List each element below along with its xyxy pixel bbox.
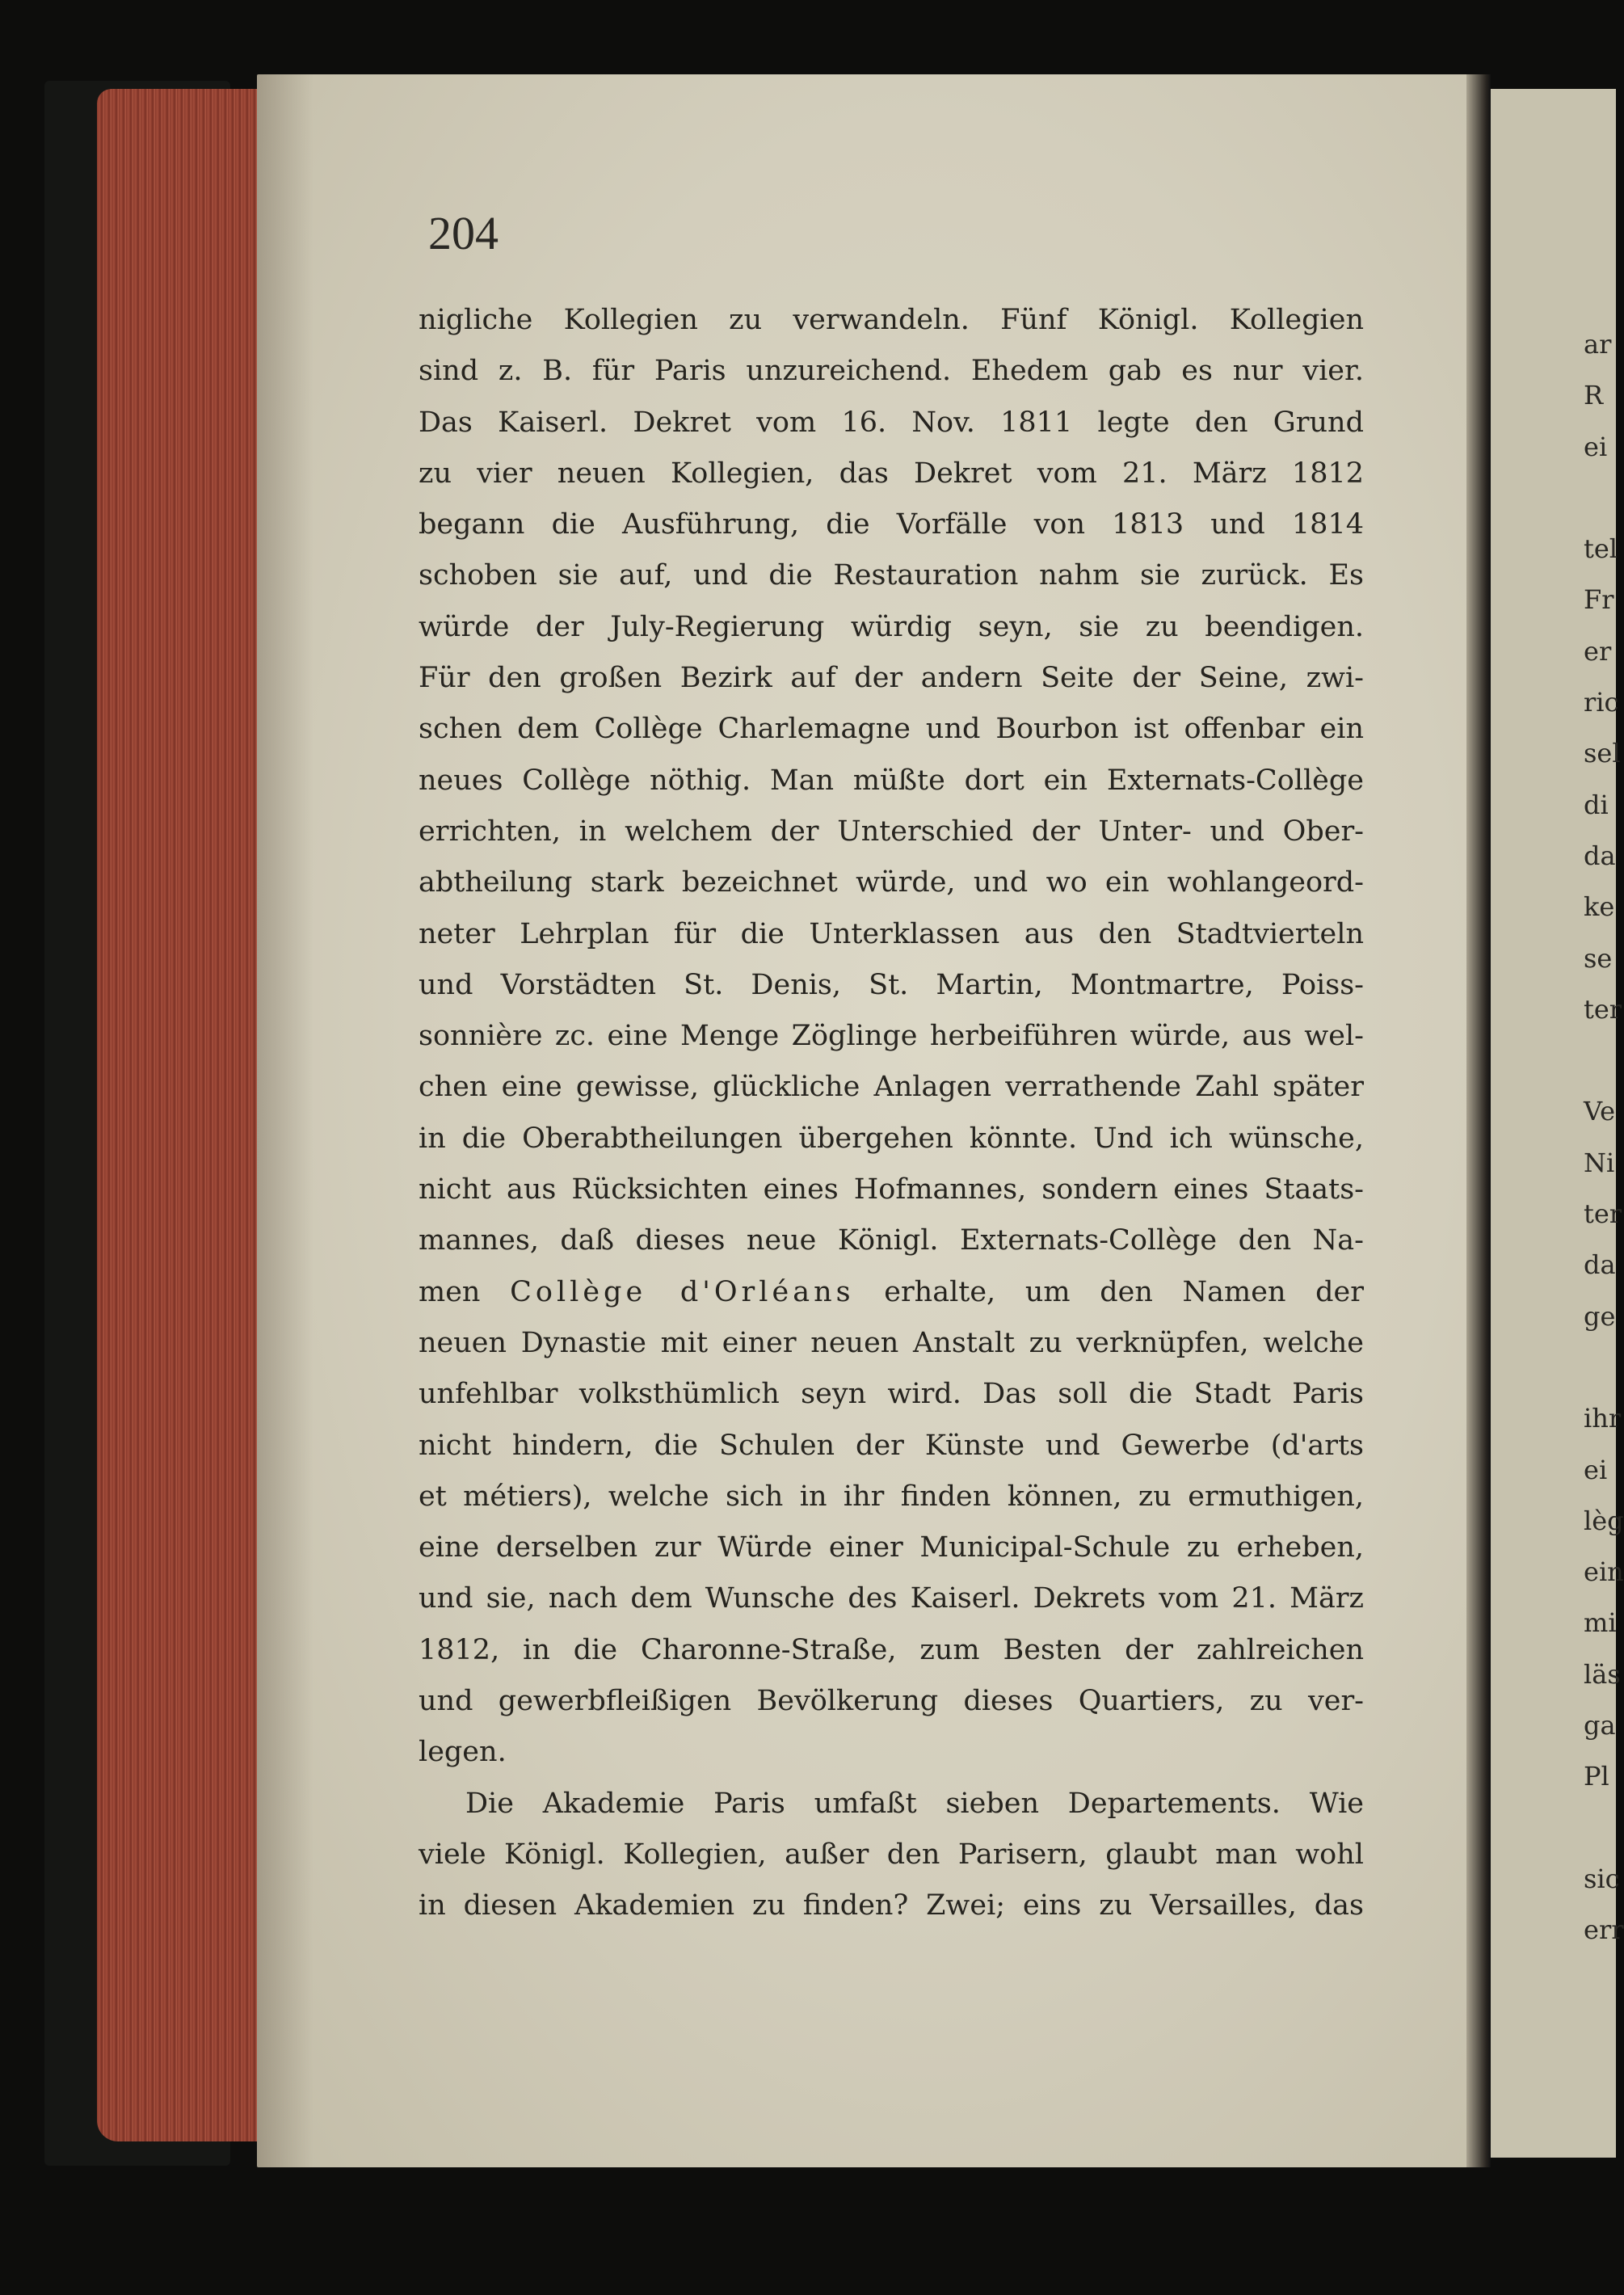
text-line: neues Collège nöthig. Man müßte dort ein Externats-Collège bbox=[419, 764, 1364, 797]
fragment: tel bbox=[1584, 533, 1618, 565]
fragment: di bbox=[1584, 789, 1609, 820]
fragment: Fr bbox=[1584, 584, 1614, 616]
fragment bbox=[1584, 1035, 1624, 1086]
fragment bbox=[1584, 1342, 1624, 1393]
fragment: R bbox=[1584, 380, 1604, 411]
fragment: ter bbox=[1584, 1198, 1622, 1230]
text-line: und Vorstädten St. Denis, St. Martin, Montmartre, Poiss- bbox=[419, 968, 1364, 1001]
fragment: sel bbox=[1584, 738, 1621, 769]
fragment: er bbox=[1584, 635, 1612, 667]
text-line: chen eine gewisse, glückliche Anlagen verrathende Zahl später bbox=[419, 1071, 1364, 1104]
text-line: nicht aus Rücksichten eines Hofmannes, sondern eines Staats- bbox=[419, 1173, 1364, 1206]
text-line: schen dem Collège Charlemagne und Bourbon ist offenbar ein bbox=[419, 713, 1364, 746]
text-line: nigliche Kollegien zu verwandeln. Fünf Königl. Kollegien bbox=[419, 304, 1364, 336]
text-line: 1812, in die Charonne-Straße, zum Besten der zahlreichen bbox=[419, 1633, 1364, 1666]
text-line: würde der July-Regierung würdig seyn, sie zu beendigen. bbox=[419, 610, 1364, 643]
fragment: ei bbox=[1584, 431, 1608, 462]
text-line: legen. bbox=[419, 1736, 507, 1769]
text-line: Für den großen Bezirk auf der andern Seite der Seine, zwi- bbox=[419, 662, 1364, 695]
fragment: ke bbox=[1584, 891, 1615, 923]
fragment: lèg bbox=[1584, 1505, 1624, 1536]
fragment: err bbox=[1584, 1914, 1624, 1946]
fragment: sic bbox=[1584, 1863, 1620, 1894]
text-line: abtheilung stark bezeichnet würde, und wo ein wohlangeord- bbox=[419, 866, 1364, 899]
text-line: sonnière zc. eine Menge Zöglinge herbeiführen würde, aus wel- bbox=[419, 1020, 1364, 1053]
page-shadow bbox=[257, 74, 313, 2167]
text-line: zu vier neuen Kollegien, das Dekret vom 21. März 1812 bbox=[419, 457, 1364, 490]
fragment bbox=[1584, 473, 1624, 524]
text-line: schoben sie auf, und die Restauration nahm sie zurück. Es bbox=[419, 559, 1364, 592]
fragment: mi bbox=[1584, 1607, 1617, 1639]
fragment: ric bbox=[1584, 687, 1619, 718]
paragraph-start-line: Die Akademie Paris umfaßt sieben Departements. Wie bbox=[465, 1787, 1364, 1820]
text-line bbox=[419, 1267, 1364, 1318]
text-line: neuen Dynastie mit einer neuen Anstalt zu verknüpfen, welche bbox=[419, 1326, 1364, 1359]
fragment: ter bbox=[1584, 993, 1622, 1025]
fragment: Ve bbox=[1584, 1096, 1616, 1127]
text-line: errichten, in welchem der Unterschied der Unter- und Ober- bbox=[419, 815, 1364, 848]
line-end: erhalte, um den Namen der bbox=[854, 1275, 1364, 1308]
fragment: da bbox=[1584, 840, 1616, 871]
text-line: in diesen Akademien zu finden? Zwei; eins zu Versailles, das bbox=[419, 1889, 1364, 1922]
fragment: ge bbox=[1584, 1300, 1616, 1332]
text-line: begann die Ausführung, die Vorfälle von 1813 und 1814 bbox=[419, 508, 1364, 541]
text-line: in die Oberabtheilungen übergehen könnte. Und ich wünsche, bbox=[419, 1122, 1364, 1155]
page-number: 204 bbox=[428, 207, 499, 259]
line-start: men bbox=[419, 1275, 511, 1308]
text-line: eine derselben zur Würde einer Municipal-Schule zu erheben, bbox=[419, 1531, 1364, 1564]
fragment: ihr bbox=[1584, 1403, 1622, 1434]
text-line: viele Königl. Kollegien, außer den Parisern, glaubt man wohl bbox=[419, 1838, 1364, 1871]
text-line: Das Kaiserl. Dekret vom 16. Nov. 1811 legte den Grund bbox=[419, 406, 1364, 439]
text-line: et métiers), welche sich in ihr finden können, zu ermuthigen, bbox=[419, 1480, 1364, 1513]
spaced-name: Collège d'Orléans bbox=[510, 1275, 855, 1308]
text-line: und gewerbfleißigen Bevölkerung dieses Quartiers, zu ver- bbox=[419, 1685, 1364, 1718]
book-gutter bbox=[1466, 74, 1491, 2167]
fragment: ar bbox=[1584, 329, 1612, 360]
fragment: Pl bbox=[1584, 1761, 1609, 1792]
page-edges bbox=[97, 89, 259, 2141]
text-line: und sie, nach dem Wunsche des Kaiserl. Dekrets vom 21. März bbox=[419, 1582, 1364, 1615]
fragment: ei bbox=[1584, 1454, 1608, 1485]
text-line: mannes, daß dieses neue Königl. Externats-Collège den Na- bbox=[419, 1224, 1364, 1257]
fragment: ein bbox=[1584, 1556, 1624, 1588]
fragment: läs bbox=[1584, 1658, 1621, 1690]
body-text bbox=[419, 295, 1364, 1932]
text-line: unfehlbar volksthümlich seyn wird. Das soll die Stadt Paris bbox=[419, 1378, 1364, 1411]
fragment: se bbox=[1584, 942, 1613, 974]
text-line: nicht hindern, die Schulen der Künste und Gewerbe (d'arts bbox=[419, 1429, 1364, 1462]
fragment: Ni bbox=[1584, 1147, 1615, 1178]
fragment: ga bbox=[1584, 1710, 1616, 1741]
text-line: sind z. B. für Paris unzureichend. Ehedem gab es nur vier. bbox=[419, 355, 1364, 388]
fragment: da bbox=[1584, 1249, 1616, 1281]
facing-page-text bbox=[1584, 319, 1624, 1956]
text-line: neter Lehrplan für die Unterklassen aus den Stadtvierteln bbox=[419, 917, 1364, 950]
fragment bbox=[1584, 1803, 1624, 1854]
